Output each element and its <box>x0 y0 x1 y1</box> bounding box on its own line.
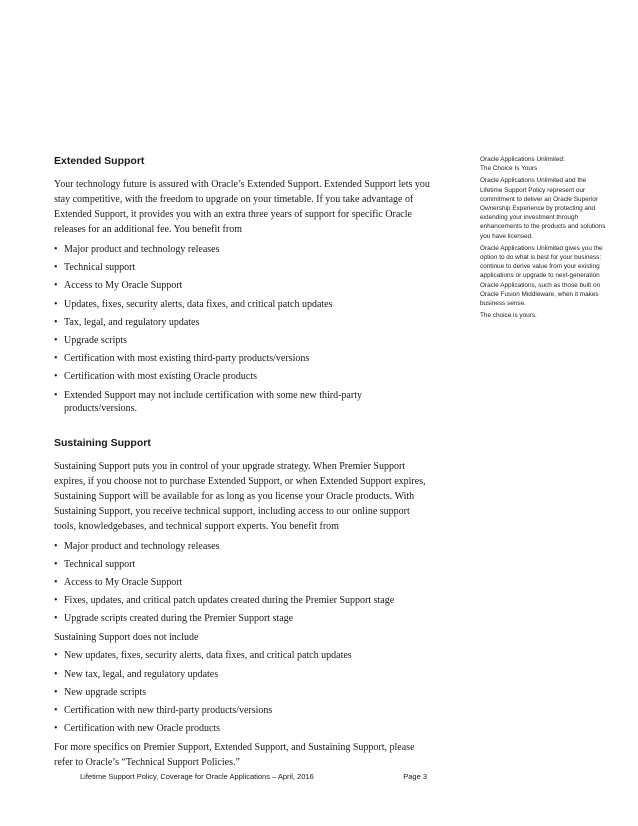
main-content <box>54 155 434 770</box>
list-item: • New upgrade scripts <box>54 686 434 699</box>
list-item: • Access to My Oracle Support <box>54 279 434 292</box>
extended-support-intro: Your technology future is assured with Oracle’s Extended Support. Extended Support lets you stay competitive, with the freedom to upgrade on your timetable. If you take advantage of Extended Support, it provides you with an extra three years of support for specific Oracle releases for an additional fee. You benefit from <box>54 179 430 235</box>
list-item: • Technical support <box>54 261 434 274</box>
list-item: • Fixes, updates, and critical patch updates created during the Premier Support stage <box>54 594 434 607</box>
page-footer <box>80 772 427 782</box>
page-number: Page 3 <box>403 772 427 781</box>
policy-reference-paragraph: For more specifics on Premier Support, Extended Support, and Sustaining Support, please refer to Oracle’s “Technical Support Policies.” <box>54 742 415 769</box>
extended-support-heading: Extended Support <box>54 155 145 167</box>
list-item: • Access to My Oracle Support <box>54 576 434 589</box>
not-included-label: Sustaining Support does not include <box>54 632 199 644</box>
list-item: • Certification with new third-party products/versions <box>54 704 434 717</box>
sustaining-support-heading: Sustaining Support <box>54 436 151 449</box>
extended-support-benefits-list <box>54 243 434 415</box>
sidebar-paragraph: Oracle Applications Unlimited gives you the option to do what is best for your business: continue to derive value from your existing applications or upgrade to next-generation Oracle Applications, such as those built on Oracle Fusion Middleware, when it makes business sense. <box>480 244 603 308</box>
list-item: • Upgrade scripts <box>54 334 434 347</box>
list-item: • Certification with new Oracle products <box>54 722 434 735</box>
list-item: • New updates, fixes, security alerts, data fixes, and critical patch updates <box>54 649 434 662</box>
list-item: • Updates, fixes, security alerts, data fixes, and critical patch updates <box>54 298 434 311</box>
list-item: • Extended Support may not include certification with some new third-party products/versions. <box>54 389 434 415</box>
list-item: • Major product and technology releases <box>54 243 434 256</box>
not-included-list <box>54 649 434 735</box>
sustaining-support-intro: Sustaining Support puts you in control of your upgrade strategy. When Premier Support expires, if you choose not to purchase Extended Support, or when Extended Support expires, Sustaining Support will be available for as long as you license your Oracle products. With Sustaining Support, you receive technical support, including access to our online support tools, knowledgebases, and technical support experts. You benefit from <box>54 460 426 532</box>
list-item: • Certification with most existing third-party products/versions <box>54 352 434 365</box>
sidebar-paragraph: Oracle Applications Unlimited and the Lifetime Support Policy represent our commitment to deliver an Oracle Superior Ownership Experience by protecting and extending your investment through enhancements to the products and solutions you have licensed. <box>480 177 606 240</box>
sidebar-title-line1: Oracle Applications Unlimited: <box>480 156 565 163</box>
sidebar-paragraph: The choice is yours. <box>480 312 537 320</box>
list-item: • Certification with most existing Oracle products <box>54 370 434 383</box>
sidebar-callout <box>480 155 610 323</box>
list-item: • Tax, legal, and regulatory updates <box>54 316 434 329</box>
sidebar-title-line2: The Choice Is Yours <box>480 165 538 173</box>
footer-title: Lifetime Support Policy, Coverage for Oracle Applications – April, 2016 <box>80 772 314 781</box>
list-item: • Major product and technology releases <box>54 540 434 553</box>
list-item: • Upgrade scripts created during the Premier Support stage <box>54 612 434 625</box>
list-item: • Technical support <box>54 558 434 571</box>
sustaining-support-benefits-list <box>54 540 434 626</box>
list-item: • New tax, legal, and regulatory updates <box>54 668 434 681</box>
